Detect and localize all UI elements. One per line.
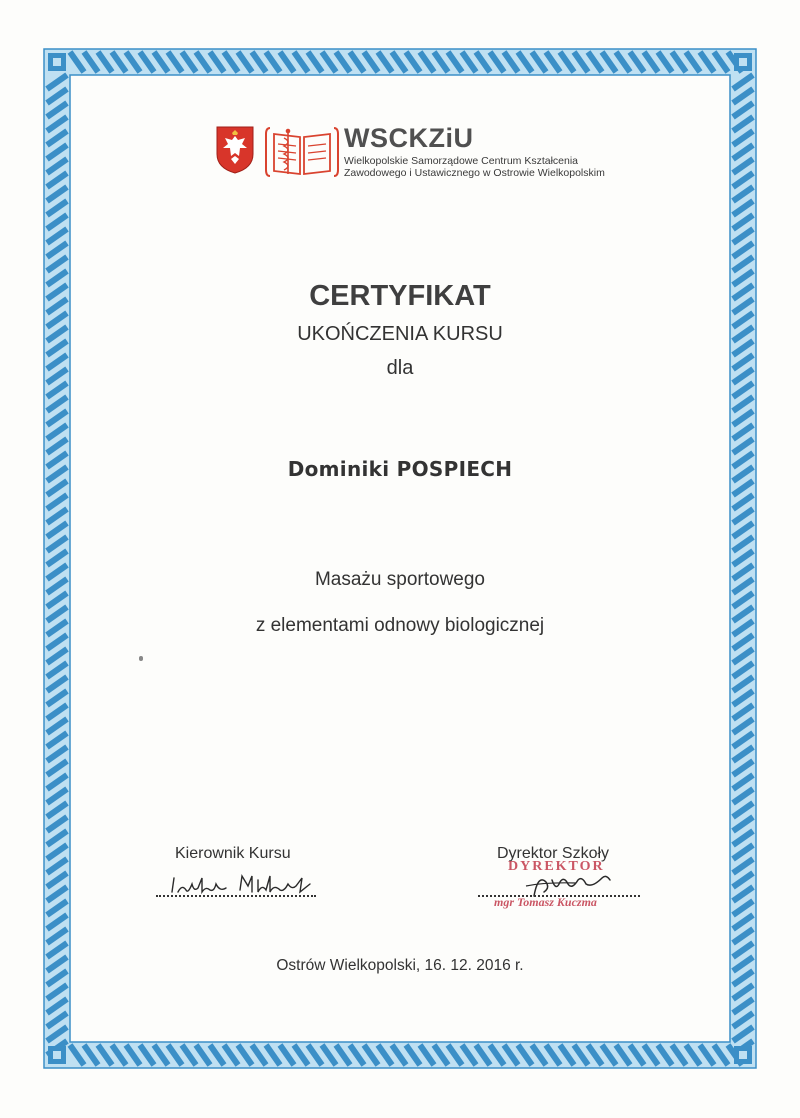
director-stamp (486, 852, 646, 912)
certificate-for: dla (386, 357, 414, 379)
school-director-signature-line (478, 895, 640, 897)
recipient-name: Dominiki POSPIECH (287, 457, 513, 481)
course-name-line-2: z elementami odnowy biologicznej (255, 615, 545, 636)
course-manager-label: Kierownik Kursu (175, 845, 291, 862)
institution-line-1: Wielkopolskie Samorządowe Centrum Kształcenia (344, 155, 579, 167)
svg-text:DYREKTOR: DYREKTOR (508, 859, 605, 874)
place-and-date: Ostrów Wielkopolski, 16. 12. 2016 r. (276, 957, 524, 974)
institution-logo (216, 120, 616, 190)
book-caduceus-icon (264, 124, 340, 180)
institution-name (344, 155, 605, 179)
course-manager-signature (168, 870, 318, 898)
institution-brand: WSCKZiU (344, 123, 474, 153)
course-name-line-1: Masażu sportowego (314, 569, 486, 590)
school-director-label: Dyrektor Szkoły (497, 845, 610, 862)
wielkopolska-crest-icon (216, 126, 254, 174)
institution-line-2: Zawodowego i Ustawicznego w Ostrowie Wielkopolskim (344, 167, 605, 179)
certificate-subtitle: UKOŃCZENIA KURSU (297, 323, 503, 345)
certificate-title: CERTYFIKAT (309, 280, 491, 312)
paper-speck (139, 656, 143, 661)
course-manager-signature-line (156, 895, 316, 897)
svg-text:mgr Tomasz Kuczma: mgr Tomasz Kuczma (494, 895, 597, 909)
